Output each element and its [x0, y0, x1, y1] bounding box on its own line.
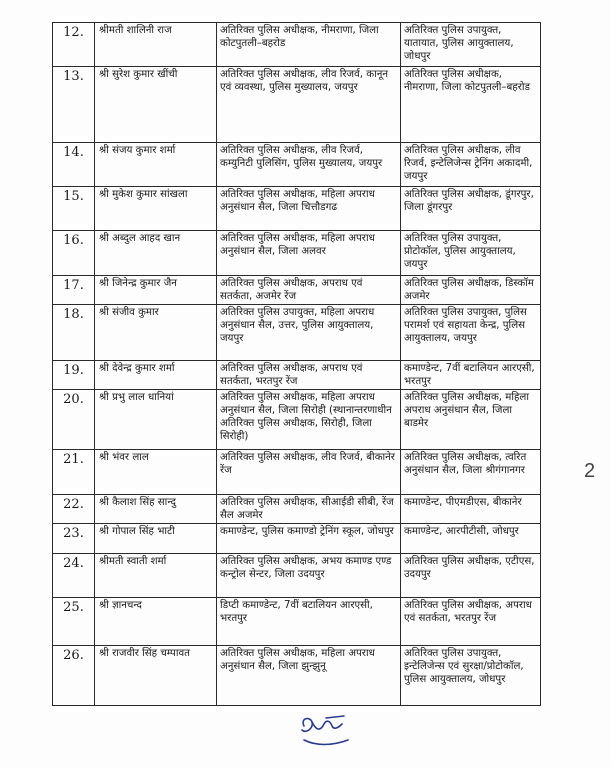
serial-number: 23. — [53, 524, 95, 554]
current-posting: अतिरिक्त पुलिस अधीक्षक, सीआईडी सीबी, रेंज सैल अजमेर — [217, 495, 401, 524]
new-posting: अतिरिक्त पुलिस उपायुक्त, पुलिस परामर्श एवं सहायता केन्द्र, पुलिस आयुक्तालय, जयपुर — [401, 305, 541, 361]
new-posting: कमाण्डेन्ट, 7वीं बटालियन आरएसी, भरतपुर — [401, 361, 541, 390]
serial-number: 22. — [53, 495, 95, 524]
serial-number: 24. — [53, 554, 95, 598]
new-posting: अतिरिक्त पुलिस अधीक्षक, डूंगरपुर, जिला डूंगरपुर — [401, 187, 541, 231]
serial-number: 21. — [53, 450, 95, 495]
officer-name: श्री मुकेश कुमार सांखला — [95, 187, 217, 231]
officer-name: श्री राजवीर सिंह चम्पावत — [95, 646, 217, 706]
table-row — [53, 187, 541, 231]
new-posting: अतिरिक्त पुलिस अधीक्षक, अपराध एवं सतर्कता, भरतपुर रेंज — [401, 598, 541, 646]
table-row — [53, 646, 541, 706]
table-row — [53, 524, 541, 554]
serial-number: 18. — [53, 305, 95, 361]
current-posting: अतिरिक्त पुलिस अधीक्षक, लीव रिजर्व, कम्युनिटी पुलिसिंग, पुलिस मुख्यालय, जयपुर — [217, 143, 401, 187]
officer-name: श्रीमती शालिनी राज — [95, 23, 217, 67]
table-row — [53, 67, 541, 143]
table-row — [53, 23, 541, 67]
table-row — [53, 305, 541, 361]
new-posting: अतिरिक्त पुलिस अधीक्षक, लीव रिजर्व, इन्टेलिजेन्स ट्रेनिंग अकादमी, जयपुर — [401, 143, 541, 187]
new-posting: अतिरिक्त पुलिस उपायुक्त, प्रोटोकॉल, पुलिस आयुक्तालय, जयपुर — [401, 231, 541, 276]
table-row — [53, 598, 541, 646]
table-row — [53, 495, 541, 524]
new-posting: अतिरिक्त पुलिस अधीक्षक, त्वरित अनुसंधान सैल, जिला श्रीगंगानगर — [401, 450, 541, 495]
serial-number: 20. — [53, 390, 95, 450]
officer-name: श्री संजीव कुमार — [95, 305, 217, 361]
new-posting: कमाण्डेन्ट, आरपीटीसी, जोधपुर — [401, 524, 541, 554]
officer-name: श्री गोपाल सिंह भाटी — [95, 524, 217, 554]
officer-name: श्रीमती स्वाती शर्मा — [95, 554, 217, 598]
current-posting: अतिरिक्त पुलिस अधीक्षक, अभय कमाण्ड एण्ड कन्ट्रोल सेन्टर, जिला उदयपुर — [217, 554, 401, 598]
new-posting: अतिरिक्त पुलिस अधीक्षक, एटीएस, उदयपुर — [401, 554, 541, 598]
new-posting: कमाण्डेन्ट, पीएमडीएस, बीकानेर — [401, 495, 541, 524]
officer-name: श्री संजय कुमार शर्मा — [95, 143, 217, 187]
current-posting: अतिरिक्त पुलिस उपायुक्त, महिला अपराध अनुसंधान सैल, उत्तर, पुलिस आयुक्तालय, जयपुर — [217, 305, 401, 361]
serial-number: 19. — [53, 361, 95, 390]
serial-number: 17. — [53, 276, 95, 305]
officer-name: श्री अब्दुल आहद खान — [95, 231, 217, 276]
serial-number: 25. — [53, 598, 95, 646]
new-posting: अतिरिक्त पुलिस अधीक्षक, महिला अपराध अनुसंधान सैल, जिला बाडमेर — [401, 390, 541, 450]
current-posting: अतिरिक्त पुलिस अधीक्षक, लीव रिजर्व, कानून एवं व्यवस्था, पुलिस मुख्यालय, जयपुर — [217, 67, 401, 143]
new-posting: अतिरिक्त पुलिस उपायुक्त, यातायात, पुलिस आयुक्तालय, जोधपुर — [401, 23, 541, 67]
officer-name: श्री भंवर लाल — [95, 450, 217, 495]
new-posting: अतिरिक्त पुलिस अधीक्षक, नीमराणा, जिला कोटपुतली–बहरोड — [401, 67, 541, 143]
officer-name: श्री देवेन्द्र कुमार शर्मा — [95, 361, 217, 390]
table-row — [53, 554, 541, 598]
new-posting: अतिरिक्त पुलिस अधीक्षक, डिस्कॉम अजमेर — [401, 276, 541, 305]
signature-mark — [296, 712, 356, 752]
new-posting: अतिरिक्त पुलिस उपायुक्त, इन्टेलिजेन्स एवं सुरक्षा/प्रोटोकॉल, पुलिस आयुक्तालय, जोधपुर — [401, 646, 541, 706]
table-row — [53, 361, 541, 390]
current-posting: अतिरिक्त पुलिस अधीक्षक, नीमराणा, जिला कोटपुतली–बहरोड — [217, 23, 401, 67]
current-posting: डिप्टी कमाण्डेन्ट, 7वीं बटालियन आरएसी, भरतपुर — [217, 598, 401, 646]
officer-name: श्री प्रभु लाल धानियां — [95, 390, 217, 450]
serial-number: 26. — [53, 646, 95, 706]
table-row — [53, 390, 541, 450]
officer-name: श्री सुरेश कुमार खींची — [95, 67, 217, 143]
officer-name: श्री जिनेन्द्र कुमार जैन — [95, 276, 217, 305]
signature-label — [0, 754, 611, 755]
table-row — [53, 143, 541, 187]
current-posting: अतिरिक्त पुलिस अधीक्षक, महिला अपराध अनुसंधान सैल, जिला झुन्झुनू — [217, 646, 401, 706]
serial-number: 16. — [53, 231, 95, 276]
table-row — [53, 276, 541, 305]
current-posting: अतिरिक्त पुलिस अधीक्षक, लीव रिजर्व, बीकानेर रेंज — [217, 450, 401, 495]
table-row — [53, 450, 541, 495]
serial-number: 15. — [53, 187, 95, 231]
serial-number: 12. — [53, 23, 95, 67]
officer-name: श्री ज्ञानचन्द — [95, 598, 217, 646]
current-posting: अतिरिक्त पुलिस अधीक्षक, अपराध एवं सतर्कता, अजमेर रेंज — [217, 276, 401, 305]
current-posting: कमाण्डेन्ट, पुलिस कमाण्डो ट्रेनिंग स्कूल, जोधपुर — [217, 524, 401, 554]
page-number: 2 — [584, 460, 596, 482]
current-posting: अतिरिक्त पुलिस अधीक्षक, अपराध एवं सतर्कता, भरतपुर रेंज — [217, 361, 401, 390]
current-posting: अतिरिक्त पुलिस अधीक्षक, महिला अपराध अनुसंधान सैल, जिला चित्तौडगढ — [217, 187, 401, 231]
current-posting: अतिरिक्त पुलिस अधीक्षक, महिला अपराध अनुसंधान सैल, जिला सिरोही (स्थानान्तरणाधीन अतिरिक्त पुलिस अधीक्षक, सिरोही, जिला सिरोही) — [217, 390, 401, 450]
current-posting: अतिरिक्त पुलिस अधीक्षक, महिला अपराध अनुसंधान सैल, जिला अलवर — [217, 231, 401, 276]
serial-number: 13. — [53, 67, 95, 143]
officer-name: श्री कैलाश सिंह सान्दु — [95, 495, 217, 524]
serial-number: 14. — [53, 143, 95, 187]
table-row — [53, 231, 541, 276]
transfer-list-table — [52, 22, 541, 706]
